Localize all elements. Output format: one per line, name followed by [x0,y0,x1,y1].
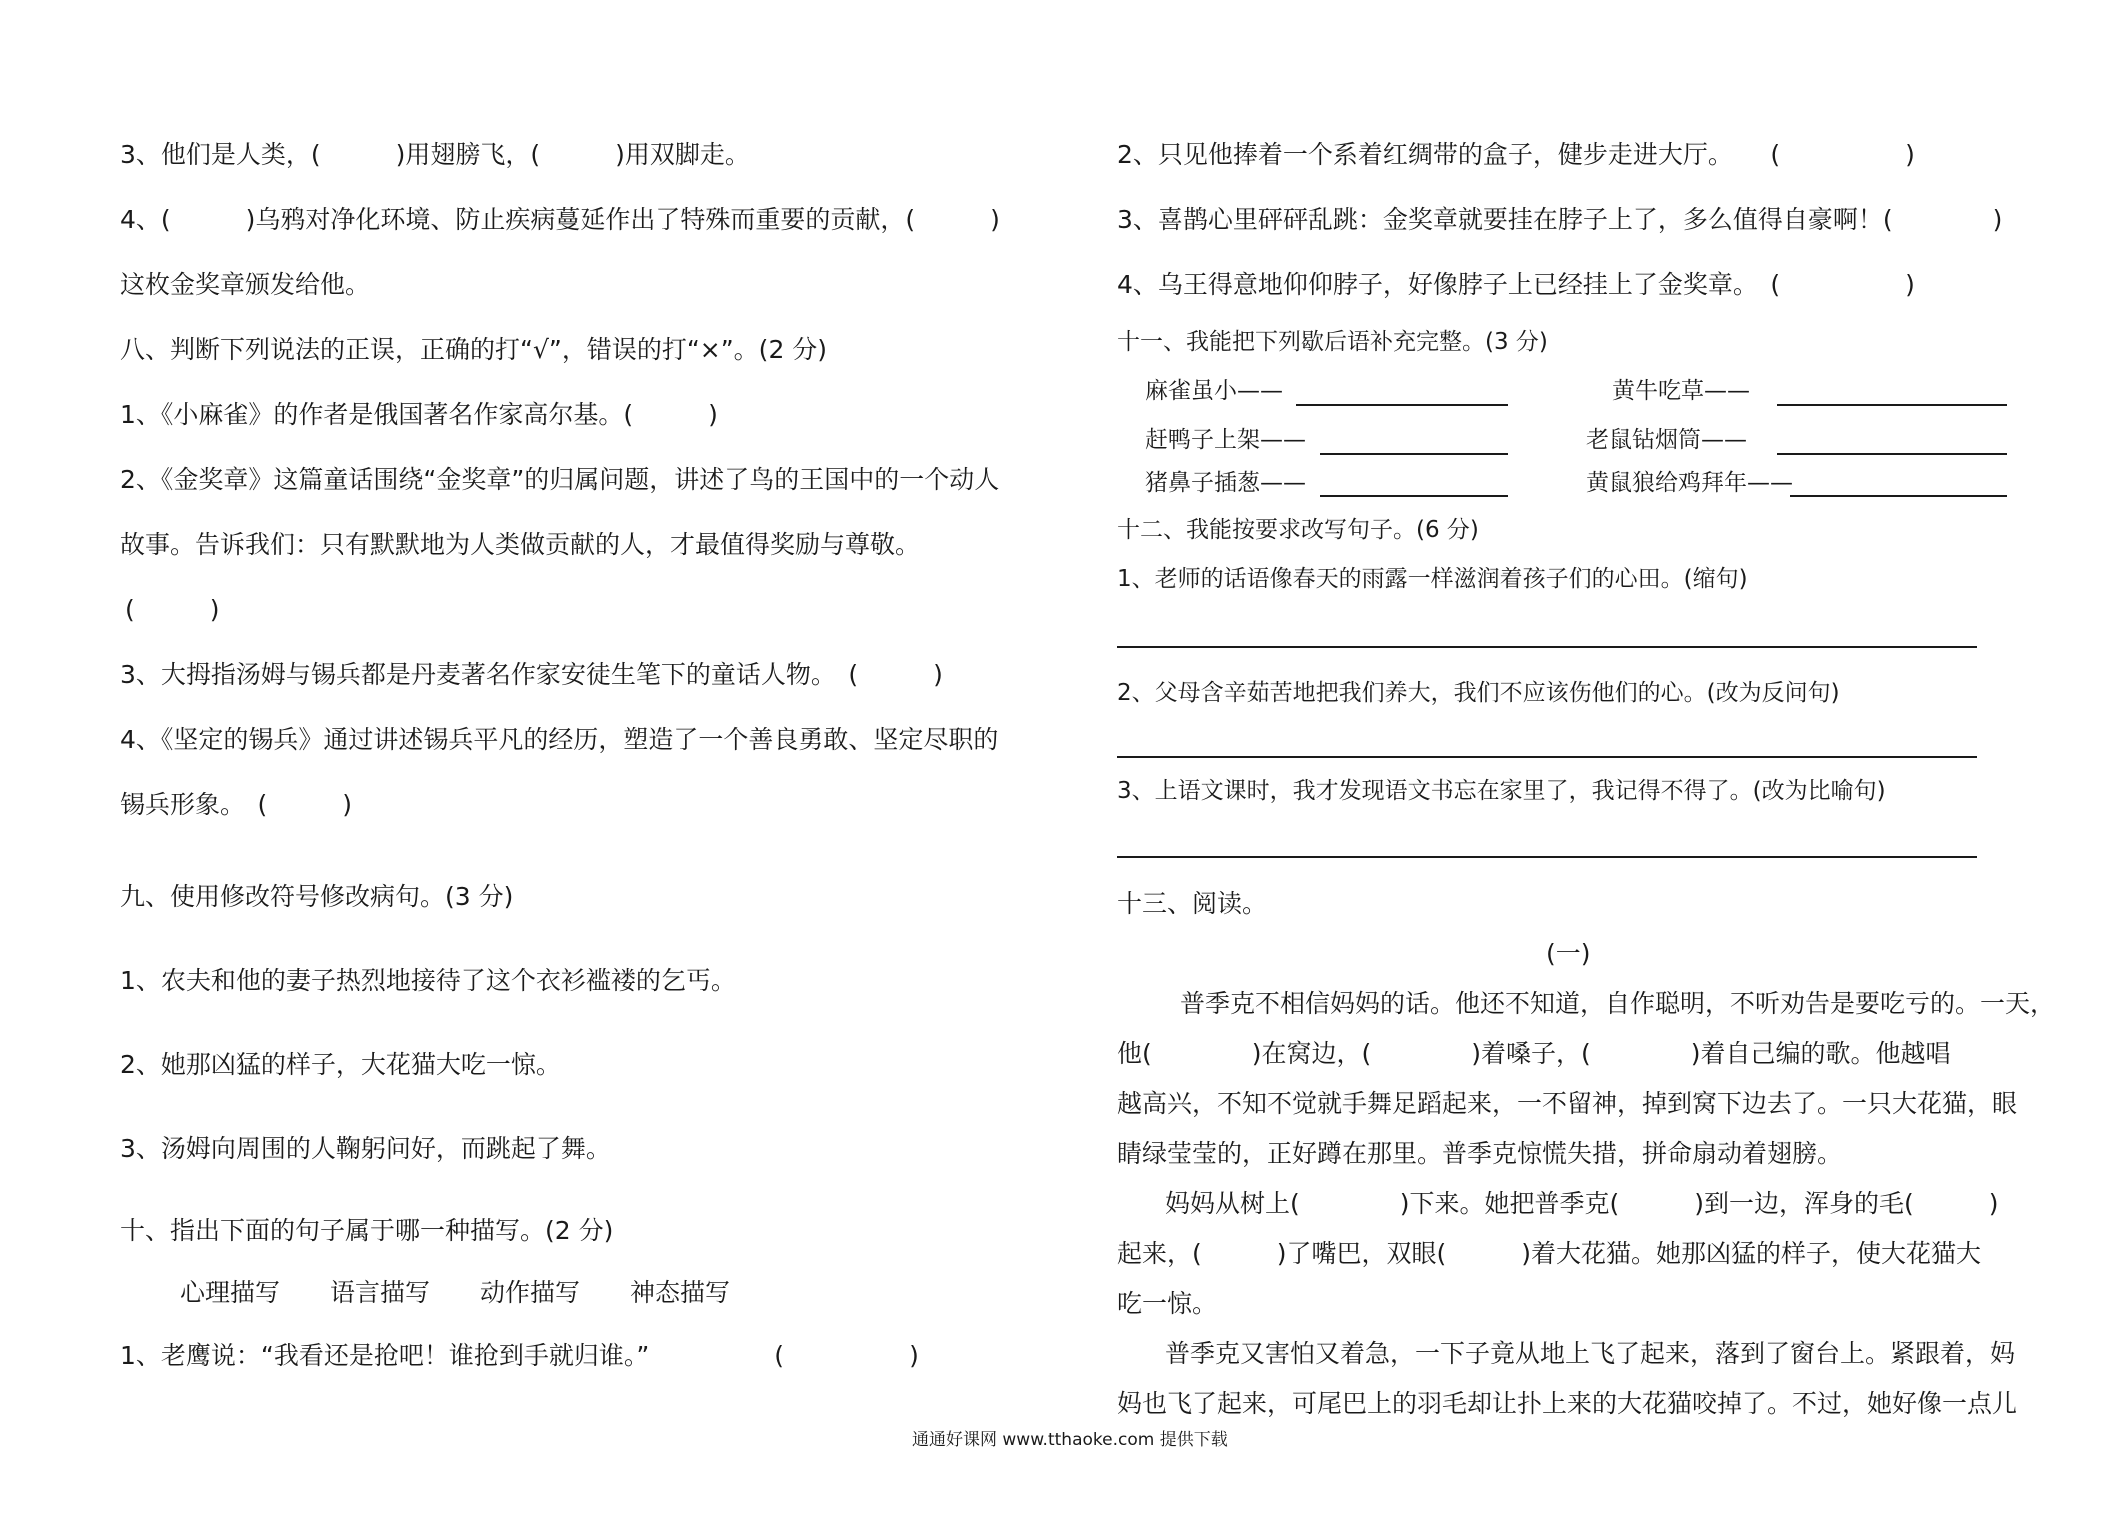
proverb-1: 麻雀虽小—— [1145,378,1283,404]
section-8-item-2-line2: 故事。告诉我们：只有默默地为人类做贡献的人，才最值得奖励与尊敬。 [120,530,921,559]
section-8-item-1: 1、《小麻雀》的作者是俄国著名作家高尔基。( ) [120,400,718,429]
reading-paragraph-3-line1: 普季克又害怕又着急，一下子竟从地上飞了起来，落到了窗台上。紧跟着，妈 [1165,1339,2016,1368]
question-7-4-line2: 这枚金奖章颁发给他。 [120,270,371,299]
proverb-5-blank[interactable] [1320,495,1508,497]
section-9-item-1: 1、农夫和他的妻子热烈地接待了这个衣衫褴褛的乞丐。 [120,966,736,995]
section-8-item-2-answer: ( ) [125,595,220,624]
proverb-3-blank[interactable] [1320,453,1508,455]
section-9-item-2: 2、她那凶猛的样子，大花猫大吃一惊。 [120,1050,561,1079]
section-12-answer-2[interactable] [1117,756,1977,758]
reading-paragraph-1-line3: 越高兴，不知不觉就手舞足蹈起来，一不留神，掉到窝下边去了。一只大花猫，眼 [1117,1089,2018,1118]
section-11-title: 十一、我能把下列歇后语补充完整。(3 分) [1117,329,1548,355]
section-12-item-2: 2、父母含辛茹苦地把我们养大，我们不应该伤他们的心。(改为反问句) [1117,680,1840,706]
section-8-item-2-line1: 2、《金奖章》这篇童话围绕“金奖章”的归属问题，讲述了鸟的王国中的一个动人 [120,465,1000,494]
question-7-3: 3、他们是人类，( )用翅膀飞，( )用双脚走。 [120,140,750,169]
section-10-item-4: 4、乌王得意地仰仰脖子，好像脖子上已经挂上了金奖章。 ( ) [1117,270,1915,299]
proverb-4: 老鼠钻烟筒—— [1586,427,1747,453]
section-10-item-1: 1、老鹰说：“我看还是抢吧！谁抢到手就归谁。” ( ) [120,1341,919,1370]
section-12-answer-1[interactable] [1117,646,1977,648]
section-10-options: 心理描写 语言描写 动作描写 神态描写 [180,1278,731,1307]
proverb-2: 黄牛吃草—— [1612,378,1750,404]
reading-paragraph-1-line2: 他( )在窝边，( )着嗓子，( )着自己编的歌。他越唱 [1117,1039,1951,1068]
section-13-title: 十三、阅读。 [1117,889,1268,918]
section-9-title: 九、使用修改符号修改病句。(3 分) [120,882,514,911]
reading-1-heading: (一) [1546,939,1591,968]
proverb-6: 黄鼠狼给鸡拜年—— [1586,470,1793,496]
section-9-item-3: 3、汤姆向周围的人鞠躬问好，而跳起了舞。 [120,1134,611,1163]
reading-paragraph-1-line1: 普季克不相信妈妈的话。他还不知道，自作聪明，不听劝告是要吃亏的。一天， [1180,989,2056,1018]
section-8-item-3: 3、大拇指汤姆与锡兵都是丹麦著名作家安徒生笔下的童话人物。 ( ) [120,660,943,689]
question-7-4-line1: 4、( )乌鸦对净化环境、防止疾病蔓延作出了特殊而重要的贡献，( ) [120,205,1000,234]
section-12-item-3: 3、上语文课时，我才发现语文书忘在家里了，我记得不得了。(改为比喻句) [1117,778,1886,804]
reading-paragraph-3-line2: 妈也飞了起来，可尾巴上的羽毛却让扑上来的大花猫咬掉了。不过，她好像一点儿 [1117,1389,2018,1418]
section-10-item-3: 3、喜鹊心里砰砰乱跳：金奖章就要挂在脖子上了，多么值得自豪啊！( ) [1117,205,2003,234]
proverb-1-blank[interactable] [1296,404,1508,406]
section-10-item-2: 2、只见他捧着一个系着红绸带的盒子，健步走进大厅。 ( ) [1117,140,1915,169]
section-12-title: 十二、我能按要求改写句子。(6 分) [1117,517,1479,543]
section-8-item-4-line1: 4、《坚定的锡兵》通过讲述锡兵平凡的经历，塑造了一个善良勇敢、坚定尽职的 [120,725,999,754]
proverb-2-blank[interactable] [1777,404,2007,406]
proverb-5: 猪鼻子插葱—— [1145,470,1306,496]
section-12-answer-3[interactable] [1117,856,1977,858]
reading-paragraph-1-line4: 睛绿莹莹的，正好蹲在那里。普季克惊慌失措，拼命扇动着翅膀。 [1117,1139,1843,1168]
section-8-item-4-line2: 锡兵形象。 ( ) [120,790,353,819]
reading-paragraph-2-line1: 妈妈从树上( )下来。她把普季克( )到一边，浑身的毛( ) [1165,1189,1999,1218]
reading-paragraph-2-line3: 吃一惊。 [1117,1289,1218,1318]
proverb-3: 赶鸭子上架—— [1145,427,1306,453]
section-8-title: 八、判断下列说法的正误，正确的打“√”，错误的打“×”。(2 分) [120,335,828,364]
reading-paragraph-2-line2: 起来，( )了嘴巴，双眼( )着大花猫。她那凶猛的样子，使大花猫大 [1117,1239,1982,1268]
section-12-item-1: 1、老师的话语像春天的雨露一样滋润着孩子们的心田。(缩句) [1117,566,1748,592]
proverb-6-blank[interactable] [1790,495,2007,497]
footer-credit: 通通好课网 www.tthaoke.com 提供下载 [912,1430,1228,1450]
proverb-4-blank[interactable] [1777,453,2007,455]
section-10-title: 十、指出下面的句子属于哪一种描写。(2 分) [120,1216,614,1245]
